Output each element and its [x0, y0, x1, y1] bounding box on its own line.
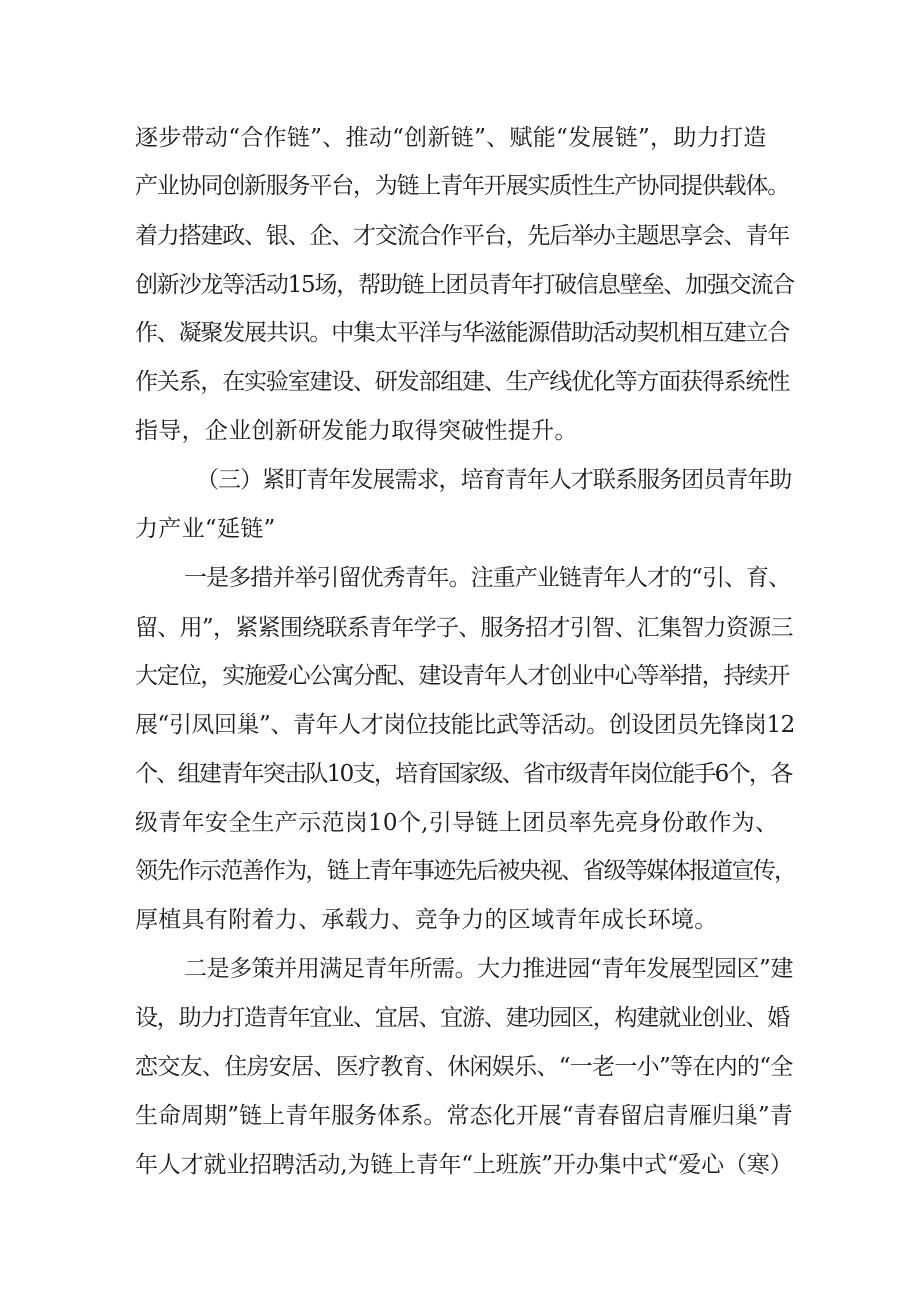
text-line: 展“引凤回巢”、青年人才岗位技能比武等活动。创设团员先锋岗12: [135, 712, 795, 738]
text-line: 厚植具有附着力、承载力、竞争力的区域青年成长环境。: [135, 907, 718, 933]
section-heading-line: （三）紧盯青年发展需求，培育青年人才联系服务团员青年助: [196, 467, 792, 493]
text-line: 生命周期”链上青年服务体系。常态化开展“青春留启青雁归巢”青: [135, 1103, 793, 1129]
text-line: 个、组建青年突击队10支，培育国家级、省市级青年岗位能手6个，各: [135, 761, 792, 787]
text-line: 设，助力打造青年宜业、宜居、宜游、建功园区，构建就业创业、婚: [135, 1005, 790, 1031]
text-line: 恋交友、住房安居、医疗教育、休闲娱乐、“一老一小”等在内的“全: [135, 1054, 793, 1080]
text-line: 指导，企业创新研发能力取得突破性提升。: [135, 418, 578, 444]
text-line: 级青年安全生产示范岗10个,引导链上团员率先亮身份敢作为、: [135, 810, 779, 836]
section-heading-line: 力产业“延链”: [135, 516, 276, 542]
paragraph-start-line: 二是多策并用满足青年所需。大力推进园“青年发展型园区”建: [184, 956, 793, 982]
text-line: 领先作示范善作为，链上青年事迹先后被央视、省级等媒体报道宣传，: [135, 858, 796, 884]
text-line: 作关系，在实验室建设、研发部组建、生产线优化等方面获得系统性: [135, 369, 790, 395]
text-line: 年人才就业招聘活动,为链上青年“上班族”开办集中式“爱心（寒）: [135, 1152, 793, 1178]
text-line: 作、凝聚发展共识。中集太平洋与华滋能源借助活动契机相互建立合: [135, 320, 790, 346]
text-line: 大定位，实施爱心公寓分配、建设青年人才创业中心等举措，持续开: [135, 663, 790, 689]
text-line: 创新沙龙等活动15场，帮助链上团员青年打破信息壁垒、加强交流合: [135, 272, 795, 298]
text-line: 着力搭建政、银、企、才交流合作平台，先后举办主题思享会、青年: [135, 223, 790, 249]
paragraph-start-line: 一是多措并举引留优秀青年。注重产业链青年人才的“引、育、: [184, 565, 791, 591]
text-line: 逐步带动“合作链”、推动“创新链”、赋能“发展链”，助力打造: [135, 125, 767, 151]
text-line: 产业协同创新服务平台，为链上青年开展实质性生产协同提供载体。: [135, 173, 790, 199]
text-line: 留、用”，紧紧围绕联系青年学子、服务招才引智、汇集智力资源三: [135, 615, 793, 641]
